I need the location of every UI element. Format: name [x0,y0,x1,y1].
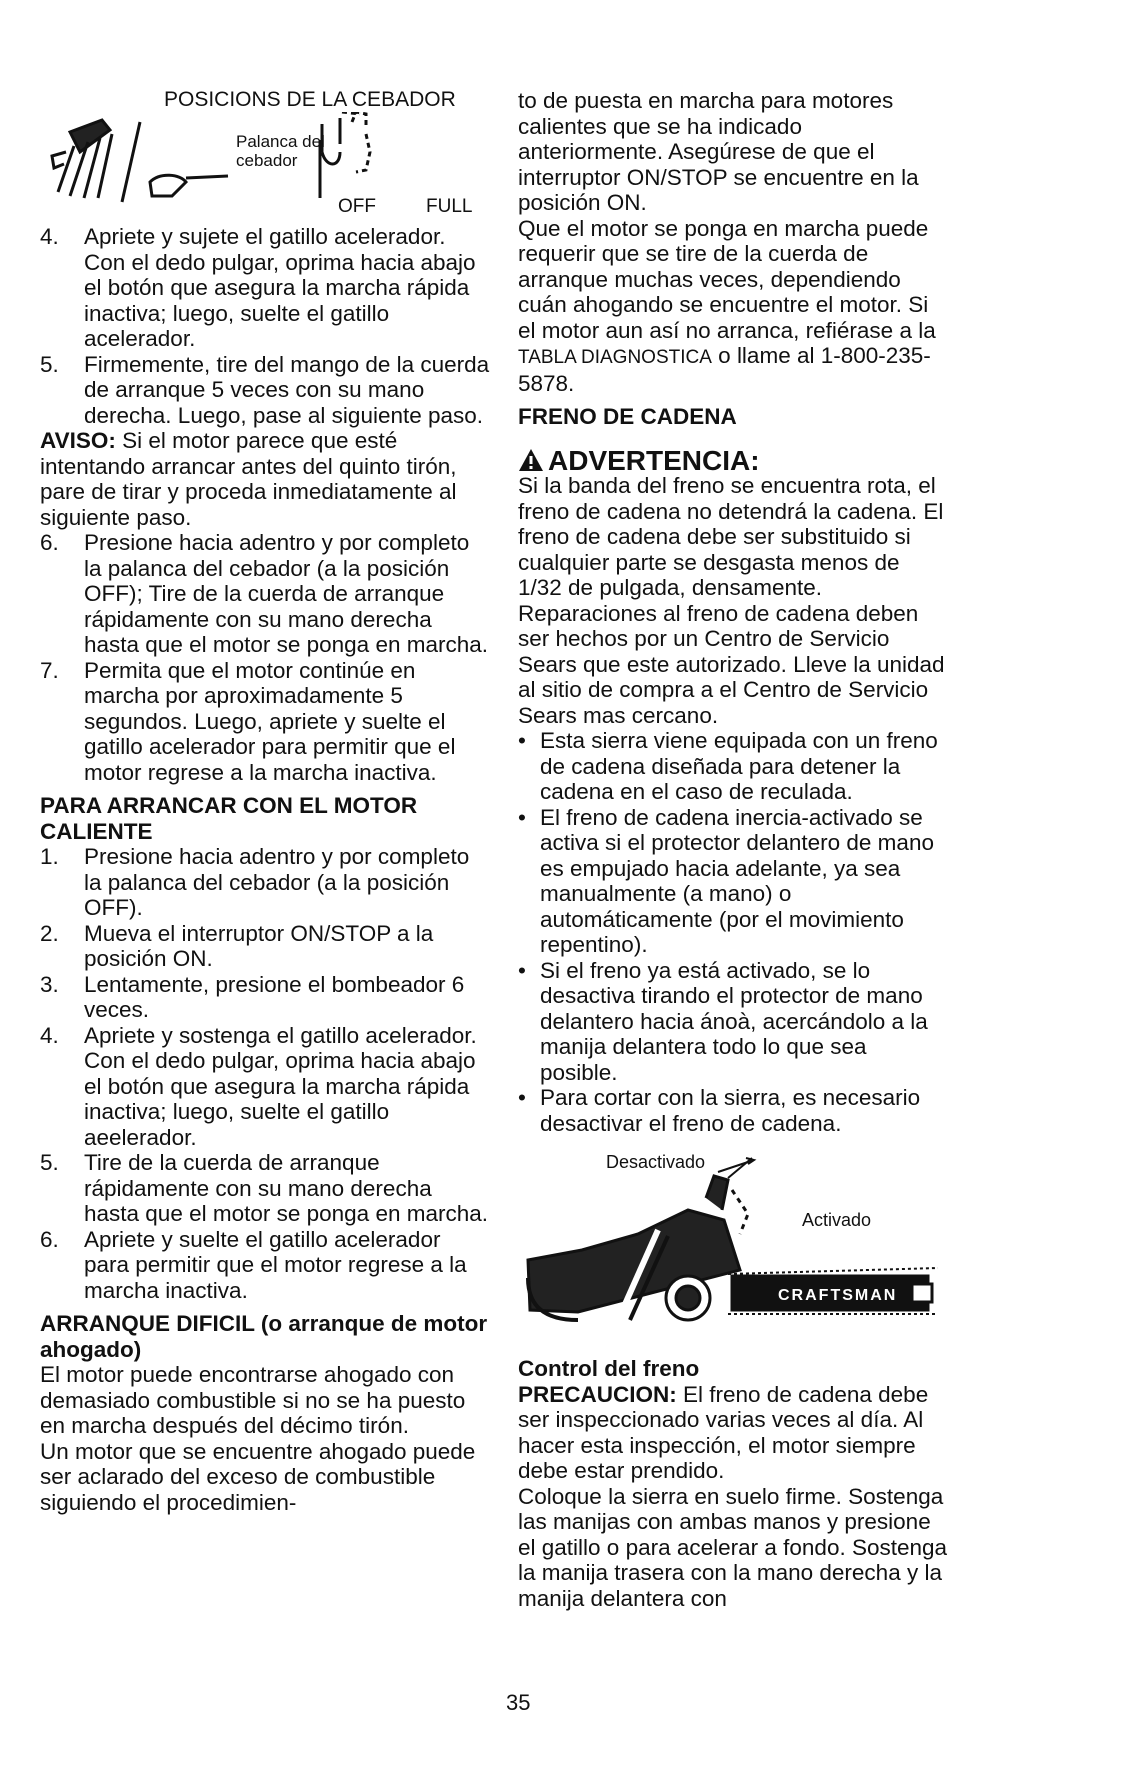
restart-paragraph: Que el motor se ponga en marcha puede requerir que se tire de la cuerda de arranque muchas veces, dependiendo cuán ahogando se encuentre el motor. Si el motor aun así no arranca, refiérase a la TABLA DIAGNOSTICA o llame al 1-800-235-5878. [518,215,936,396]
list-item [40,1023,490,1151]
list-item-text: Permita que el motor continúe en marcha por aproximadamente 5 segundos. Luego, apriete y suelte el gatillo acelerador para permitir que el motor regrese a la marcha inactiva. [84,657,456,785]
bullet-dot-icon: • [518,1085,526,1110]
warning-text: Si la banda del freno se encuentra rota, el freno de cadena no detendrá la cadena. El freno de cadena debe ser substituido si cualquier parte se desgasta menos de 1/32 de pulgada, densamente. Reparaciones al freno de cadena deben ser hechos por un Centro de Servicio Sears que este autorizado. Lleve la unidad al sitio de compra a el Centro de Servicio Sears mas cercano. [518,473,945,728]
bullet-dot-icon: • [518,728,526,753]
figure-title: POSICIONS DE LA CEBADOR [164,88,456,111]
left-column [40,88,490,1515]
right-column [518,88,948,1611]
bullet-item [518,805,948,958]
list-item-number: 5. [40,1150,59,1175]
warning-triangle-icon [518,448,544,472]
list-item [40,224,490,352]
warning-label: ADVERTENCIA: [548,444,760,476]
chainsaw-illustration [518,1150,948,1350]
list-item [40,844,490,921]
list-item-text: Apriete y sostenga el gatillo acelerador. Con el dedo pulgar, oprima hacia abajo el botón que asegura la marcha rápida inactiva; luego, suelte el gatillo aeelerador. [84,1022,477,1150]
deactivated-label: Desactivado [606,1152,706,1172]
list-item-text: Presione hacia adentro y por completo la palanca del cebador (a la posición OFF); Tire de la cuerda de arranque rápidamente con su mano derecha hasta que el motor se ponga en marcha. [84,530,489,657]
continuation-paragraph: to de puesta en marcha para motores calientes que se ha indicado anteriormente. Asegúrese de que el interruptor ON/STOP se encuentre en la posición ON. [518,88,919,215]
list-item-number: 1. [40,844,59,869]
list-item-text: Mueva el interruptor ON/STOP a la posición ON. [84,920,434,971]
list-item [40,352,490,429]
brake-control-heading: Control del freno [518,1356,700,1381]
list-item [40,658,490,786]
brand-logo: CRAFTSMAN [778,1287,898,1304]
list-item-number: 6. [40,530,59,555]
warning-block-title [518,444,948,476]
choke-lever-label: Palanca del cebador [236,132,325,170]
list-item-number: 4. [40,224,59,249]
flooded-paragraph-2: Un motor que se encuentre ahogado puede ser aclarado del exceso de combustible siguiendo el procedimien- [40,1438,476,1515]
bullet-text: El freno de cadena inercia-activado se activa si el protector delantero de mano es empujado hacia adelante, ya sea manualmente (a mano) o automáticamente (por el movimiento repentino). [540,804,934,957]
list-item-text: Firmemente, tire del mango de la cuerda de arranque 5 veces con su mano derecha. Luego, pase al siguiente paso. [84,351,490,428]
bullet-dot-icon: • [518,804,526,830]
list-item [40,921,490,972]
list-item-text: Lentamente, presione el bombeador 6 veces. [84,971,465,1022]
list-item-number: 6. [40,1226,59,1252]
final-paragraph: Coloque la sierra en suelo firme. Sostenga las manijas con ambas manos y presione el gatillo o para acelerar a fondo. Sostenga la manija trasera con la mano derecha y la manija delantera con [518,1483,948,1611]
list-item-text: Apriete y sujete el gatillo acelerador. Con el dedo pulgar, oprima hacia abajo el botón que asegura la marcha rápida inactiva; luego, suelte el gatillo acelerador. [84,224,476,351]
list-item-number: 5. [40,351,59,377]
chain-brake-heading: FRENO DE CADENA [518,404,737,429]
hot-start-steps [40,844,490,1303]
flooded-paragraph-1: El motor puede encontrarse ahogado con demasiado combustible si no se ha puesto en marcha después del décimo tirón. [40,1362,466,1438]
list-item-text: Tire de la cuerda de arranque rápidamente con su mano derecha hasta que el motor se ponga en marcha. [84,1150,489,1226]
bullet-item [518,728,948,805]
activated-label: Activado [802,1210,872,1230]
hot-start-heading: PARA ARRANCAR CON EL MOTOR CALIENTE [40,793,418,844]
chain-brake-bullets [518,728,948,1136]
list-item-number: 2. [40,920,59,946]
flooded-start-heading: ARRANQUE DIFICIL (o arranque de motor ahogado) [40,1311,488,1362]
list-item [40,530,490,658]
choke-positions-figure [40,88,490,220]
steps-list-b [40,530,490,785]
list-item-text: Presione hacia adentro y por completo la palanca del cebador (a la posición OFF). [84,844,470,920]
list-item [40,1227,490,1304]
aviso-note: AVISO: Si el motor parece que esté intentando arrancar antes del quinto tirón, pare de tirar y proceda inmediatamente al siguiente paso. [40,428,457,530]
list-item-number: 3. [40,971,59,997]
chain-brake-figure [518,1150,948,1350]
list-item [40,1150,490,1227]
bullet-text: Para cortar con la sierra, es necesario desactivar el freno de cadena. [540,1085,921,1136]
steps-list-a [40,224,490,428]
off-label: OFF [338,196,376,217]
list-item-number: 4. [40,1022,59,1048]
bullet-dot-icon: • [518,957,526,983]
full-label: FULL [426,196,473,217]
list-item-number: 7. [40,657,59,683]
bullet-item [518,958,948,1086]
list-item [40,972,490,1023]
page-number: 35 [506,1690,531,1715]
caution-paragraph: PRECAUCION: El freno de cadena debe ser inspeccionado varias veces al día. Al hacer esta inspección, el motor siempre debe estar prendido. [518,1381,929,1483]
bullet-text: Esta sierra viene equipada con un freno de cadena diseñada para detener la cadena en el caso de reculada. [540,728,938,804]
diagnostic-table-ref: TABLA DIAGNOSTICA [518,347,712,368]
bullet-item [518,1085,948,1136]
bullet-text: Si el freno ya está activado, se lo desactiva tirando el protector de mano delantero hacia ánoà, acercándolo a la manija delantera todo lo que sea posible. [540,957,928,1085]
list-item-text: Apriete y suelte el gatillo acelerador para permitir que el motor regrese a la marcha inactiva. [84,1226,467,1303]
